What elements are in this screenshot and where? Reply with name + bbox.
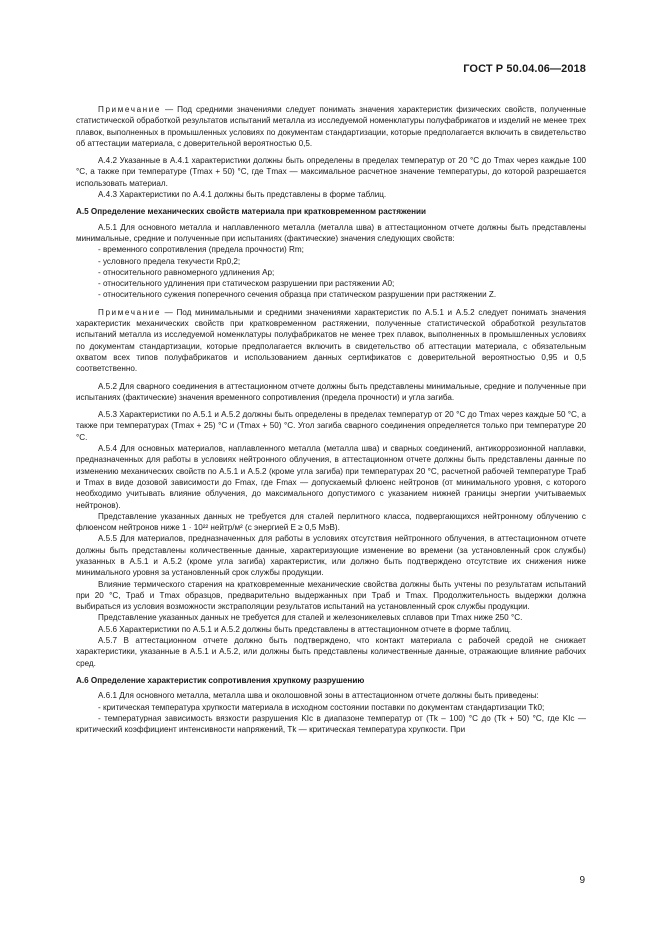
body-paragraph: А.5.5 Для материалов, предназначенных для работы в условиях отсутствия нейтронного облучения, в аттестационном отчете должны быть представлены количественные данные, характеризующие изменение во времени (за установленный срок службы) указанных в А.5.1 и А.5.2 (кроме угла загиба) характеристик, или должно быть подтверждено отсутствие их снижения ниже минимального уровня за установленный срок службы продукции. xyxy=(76,534,586,578)
body-paragraph: А.6.1 Для основного металла, металла шва и околошовной зоны в аттестационном отчете должны быть приведены: xyxy=(98,691,539,701)
body-paragraph: А.5.7 В аттестационном отчете должно быть подтверждено, что контакт материала с рабочей средой не снижает характеристики, указанные в А.5.1 и А.5.2, или должны быть представлены количественные данные, отражающие влияние рабочих сред. xyxy=(76,636,586,668)
list-item: - относительного удлинения при статическом разрушении при растяжении A0; xyxy=(98,279,395,289)
page-number: 9 xyxy=(579,875,585,886)
body-paragraph: Влияние термического старения на кратковременные механические свойства должны быть учтены по результатам испытаний при 20 °С, Tраб и Tmax образцов, предварительно выдержанных при Tраб и Tmax. Продолжительность выдержки должна выбираться из условия возможности экстраполяции результатов испытаний на установленный срок службы продукции. xyxy=(76,579,586,612)
document-body xyxy=(76,104,586,735)
body-paragraph: Представление указанных данных не требуется для сталей перлитного класса, подвергающихся нейтронному облучению с флюенсом нейтронов ниже 1 · 10²² нейтр/м² (с энергией E ≥ 0,5 МэВ). xyxy=(76,511,586,533)
body-paragraph: А.5.2 Для сварного соединения в аттестационном отчете должны быть представлены минимальные, средние и полученные при испытаниях (фактические) значения временного сопротивления (предела прочности) и угла загиба. xyxy=(76,381,586,402)
body-paragraph: А.4.2 Указанные в А.4.1 характеристики должны быть определены в пределах температур от 20 °С до Tmax через каждые 100 °С, а также при температуре (Tmax + 50) °С, где Tmax — максимальное расчетное значение температуры, до которой разрешается использовать материал. xyxy=(76,156,586,188)
section-heading: А.5 Определение механических свойств материала при кратковременном растяжении xyxy=(76,207,427,217)
note-label: Примечание xyxy=(98,307,162,317)
document-code-header: ГОСТ Р 50.04.06—2018 xyxy=(463,63,586,75)
body-paragraph: А.5.4 Для основных материалов, наплавленного металла (металла шва) и сварных соединений, антикоррозионной наплавки, предназначенных для работы в условиях нейтронного облучения, в аттестационном отчете должны быть представлены данные по изменению механических свойств по А.5.1 и А.5.2 (кроме угла загиба) при температурах 20 °С, расчетной рабочей температуре Tраб и Tmax в виде дозовой зависимости до Fmax, где Fmax — допускаемый флюенс нейтронов (от минимального уровня, с которого необходимо учитывать влияние облучения, до максимального допустимого с указанием нижней границы энергии учитываемых нейтронов). xyxy=(76,444,586,510)
body-paragraph: Представление указанных данных не требуется для сталей и железоникелевых сплавов при Tmax ниже 250 °С. xyxy=(98,613,523,623)
body-paragraph: А.5.6 Характеристики по А.5.1 и А.5.2 должны быть представлены в аттестационном отчете в форме таблиц. xyxy=(98,624,512,634)
list-item: - временного сопротивления (предела прочности) Rm; xyxy=(98,245,304,255)
body-paragraph: А.5.1 Для основного металла и наплавленного металла (металла шва) в аттестационном отчете должны быть представлены минимальные, средние и полученные при испытаниях (фактические) значения следующих свойств: xyxy=(76,222,586,243)
list-item: - относительного сужения поперечного сечения образца при статическом разрушении при растяжении Z. xyxy=(98,290,497,300)
list-item: - относительного равномерного удлинения Ap; xyxy=(98,267,275,277)
body-paragraph: А.5.3 Характеристики по А.5.1 и А.5.2 должны быть определены в пределах температур от 20 °С до Tmax через каждые 50 °С, а также при температурах (Tmax + 25) °С и (Tmax + 50) °С. Угол загиба сварного соединения определяется только при температуре 20 °С. xyxy=(76,410,586,442)
list-item: - критическая температура хрупкости материала в исходном состоянии поставки по документам стандартизации Tk0; xyxy=(98,702,545,712)
list-item: - условного предела текучести Rp0,2; xyxy=(98,256,241,266)
note-text: — Под минимальными и средними значениями характеристик по А.5.1 и А.5.2 следует понимать значения характеристик механических свойств при кратковременном растяжении, полученные статистической обработкой результатов испытаний металла из исследуемой номенклатуры полуфабрикатов не менее трех плавок, выполненных в промышленных условиях по документам стандартизации, которые предполагается включить в свидетельство об аттестации материала, с обязательным охватом всех типов полуфабрикатов и использованием данных сертификатов с доверительной вероятностью 0,95 и 0,5 соответственно. xyxy=(76,307,586,374)
note-paragraph xyxy=(76,104,586,149)
note-paragraph xyxy=(76,307,586,375)
section-heading: А.6 Определение характеристик сопротивления хрупкому разрушению xyxy=(76,675,365,685)
note-text: — Под средними значениями следует понимать значения характеристик физических свойств, полученные статистической обработкой результатов испытаний металла из исследуемой номенклатуры полуфабрикатов и изделий не менее трех плавок, выполненных в промышленных условиях по документам стандартизации, которые предполагается включить в свидетельство об аттестации материала, с доверительной вероятностью 0,5. xyxy=(76,105,586,148)
list-item: - температурная зависимость вязкости разрушения KIc в диапазоне температур от (Tk – 100) °С до (Tk + 50) °С, где KIc — критический коэффициент интенсивности напряжений, Tk — критическая температура хрупкости. При xyxy=(76,713,586,735)
note-label: Примечание xyxy=(98,105,162,114)
body-paragraph: А.4.3 Характеристики по А.4.1 должны быть представлены в форме таблиц. xyxy=(98,190,387,200)
